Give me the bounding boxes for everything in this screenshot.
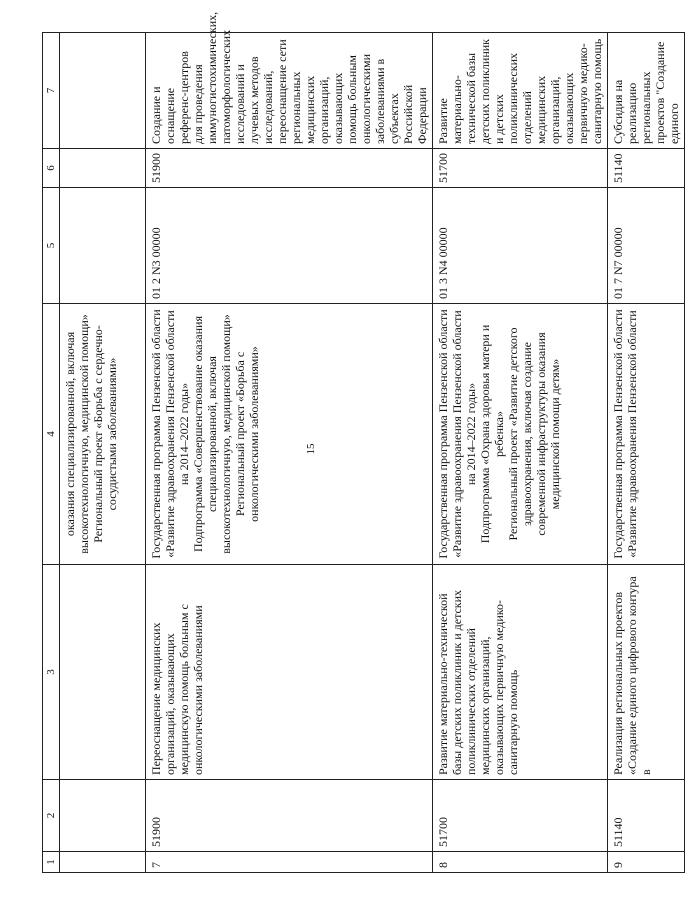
cell-purpose: Реализация региональных проектов «Создание единого цифрового контура в — [608, 564, 685, 779]
cell-program — [433, 303, 608, 564]
header-row — [43, 32, 60, 872]
cell-kbk — [60, 187, 146, 303]
cell-direction: Создание и оснащение референс-центров для проведения иммуногистохимических, патоморфологических исследований и лучевых методов исследований, переоснащение сети региональных медицинских организаций, оказывающих помощь больным онкологическими заболеваниями в субъектах Российской Федерации — [146, 32, 433, 148]
cell-code: 51140 — [608, 779, 685, 851]
program-line: Государственная программа Пензенской области «Развитие здравоохранения Пензенской области — [611, 308, 639, 559]
header-cell: 1 — [43, 851, 60, 872]
budget-table — [42, 11, 685, 873]
header-cell: 5 — [43, 187, 60, 303]
cell-code2: 51700 — [433, 148, 608, 187]
cell-kbk: 01 2 N3 00000 — [146, 187, 433, 303]
cell-code — [60, 779, 146, 851]
cell-num — [60, 851, 146, 872]
page-number: 15 — [305, 443, 317, 455]
program-line: Государственная программа Пензенской области «Развитие здравоохранения Пензенской области на 2014–2022 годы» — [149, 308, 191, 559]
cell-kbk: 01 3 N4 00000 — [433, 187, 608, 303]
cell-direction: Субсидия на реализацию региональных проектов "Создание единого — [608, 32, 685, 148]
cell-num: 8 — [433, 851, 608, 872]
table-row-7 — [146, 32, 433, 872]
cell-direction: Развитие материально-технической базы детских поликлиник и детских поликлинических отделений медицинских организаций, оказывающих первичную медико-санитарную помощь — [433, 32, 608, 148]
program-line: Региональный проект «Развитие детского здравоохранения, включая создание современной инфраструктуры оказания медицинской помощи детям» — [506, 326, 562, 541]
cell-program — [146, 303, 433, 564]
cell-program — [608, 303, 685, 564]
cell-code2 — [60, 148, 146, 187]
cell-code2: 51140 — [608, 148, 685, 187]
table-row-8 — [433, 32, 608, 872]
program-line: Подпрограмма «Охрана здоровья матери и ребенка» — [478, 324, 506, 543]
rotated-page — [42, 11, 681, 873]
cell-kbk: 01 7 N7 00000 — [608, 187, 685, 303]
header-cell: 4 — [43, 303, 60, 564]
header-cell: 3 — [43, 564, 60, 779]
cell-program — [60, 303, 146, 564]
cell-num: 9 — [608, 851, 685, 872]
table-row-9 — [608, 32, 685, 872]
cell-purpose — [60, 564, 146, 779]
cell-purpose: Развитие материально-технической базы детских поликлиник и детских поликлинических отделений медицинских организаций, оказывающих первичную медико-санитарную помощь — [433, 564, 608, 779]
header-cell: 7 — [43, 32, 60, 148]
cell-code: 51900 — [146, 779, 433, 851]
cell-code2: 51900 — [146, 148, 433, 187]
program-line: Региональный проект «Борьба с онкологическими заболеваниями» — [233, 345, 261, 522]
program-line: оказания специализированной, включая высокотехнологичную, медицинской помощи» — [63, 313, 91, 554]
program-line: Государственная программа Пензенской области «Развитие здравоохранения Пензенской области на 2014–2022 годы» — [436, 308, 478, 559]
header-cell: 6 — [43, 148, 60, 187]
cell-num: 7 — [146, 851, 433, 872]
cell-code: 51700 — [433, 779, 608, 851]
cell-direction — [60, 32, 146, 148]
table-row-continuation — [60, 32, 146, 872]
header-cell: 2 — [43, 779, 60, 851]
program-line: Подпрограмма «Совершенствование оказания специализированной, включая высокотехнологичную, медицинской помощи» — [191, 313, 233, 554]
cell-purpose: Переоснащение медицинских организаций, оказывающих медицинскую помощь больным с онкологическими заболеваниями — [146, 564, 433, 779]
program-line: Региональный проект «Борьба с сердечно-сосудистыми заболеваниями» — [91, 324, 119, 543]
